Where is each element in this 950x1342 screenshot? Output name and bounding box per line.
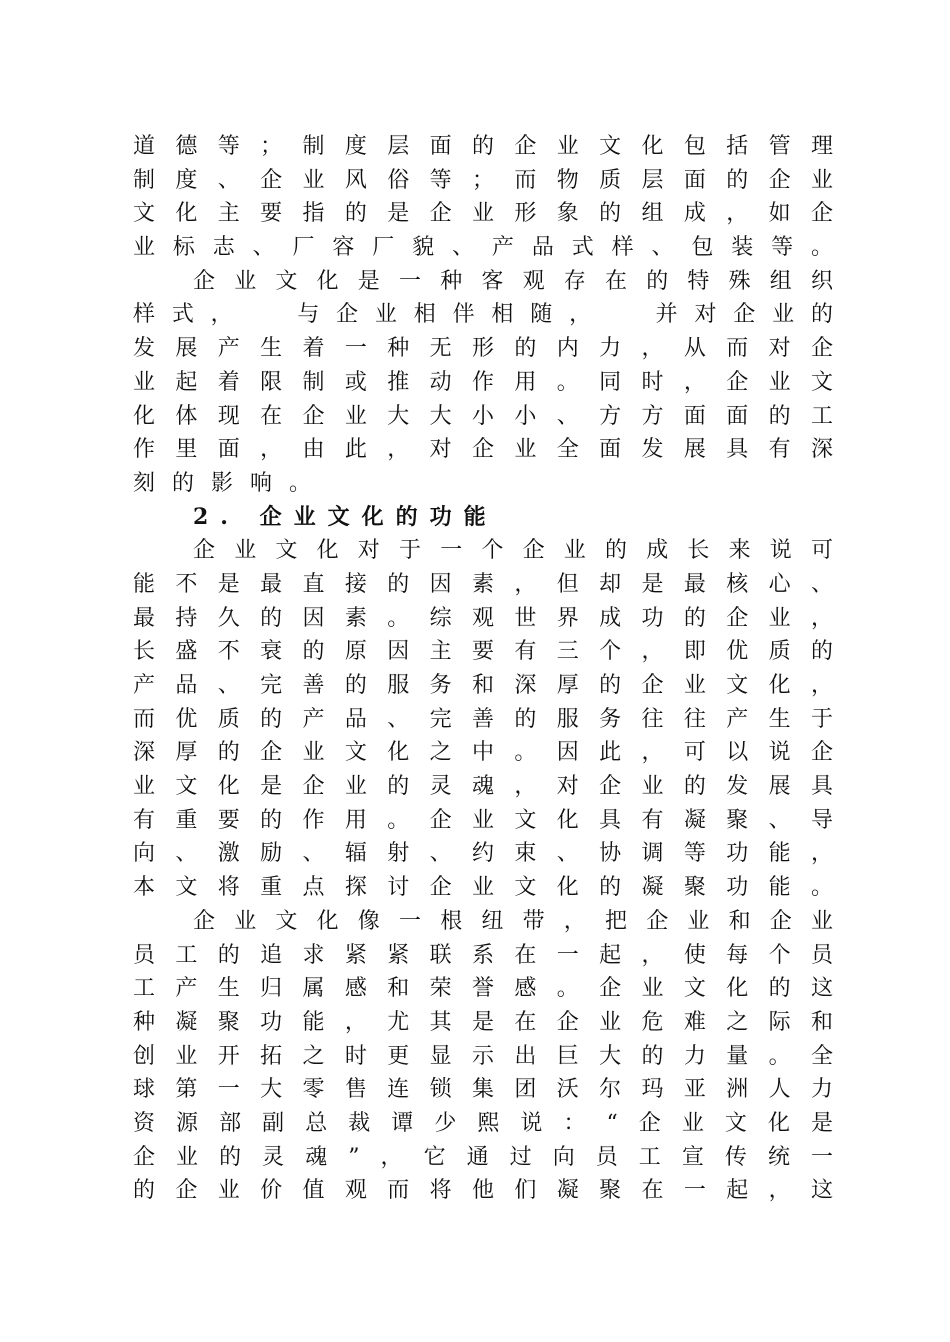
- paragraph-3-line-7: 深厚的企业文化之中。因此，可以说企: [133, 740, 833, 766]
- paragraph-3-line-8: 业文化是企业的灵魂，对企业的发展具: [133, 774, 833, 800]
- paragraph-2-line-5: 化体现在企业大大小小、方方面面的工: [133, 403, 833, 429]
- paragraph-4-line-5: 创业开拓之时更显示出巨大的力量。全: [133, 1043, 833, 1069]
- paragraph-4-line-4: 种凝聚功能，尤其是在企业危难之际和: [133, 1009, 833, 1035]
- paragraph-4-line-3: 工产生归属感和荣誉感。企业文化的这: [133, 976, 833, 1002]
- paragraph-1-line-4: 业标志、厂容厂貌、产品式样、包装等。: [133, 235, 833, 261]
- paragraph-3-line-2: 能不是最直接的因素，但却是最核心、: [133, 571, 833, 597]
- paragraph-1-line-1: 道德等；制度层面的企业文化包括管理: [133, 134, 833, 159]
- paragraph-3-line-1: 企业文化对于一个企业的成长来说可: [193, 538, 833, 564]
- paragraph-2-line-6: 作里面，由此，对企业全面发展具有深: [133, 437, 833, 463]
- paragraph-3-line-6: 而优质的产品、完善的服务往往产生于: [133, 706, 833, 732]
- paragraph-1-line-2: 制度、企业风俗等；而物质层面的企业: [133, 167, 833, 193]
- paragraph-3-line-11: 本文将重点探讨企业文化的凝聚功能。: [133, 875, 833, 901]
- paragraph-1-line-3: 文化主要指的是企业形象的组成，如企: [133, 201, 833, 227]
- paragraph-4-line-6: 球第一大零售连锁集团沃尔玛亚洲人力: [133, 1077, 833, 1103]
- paragraph-2-line-4: 业起着限制或推动作用。同时，企业文: [133, 369, 833, 395]
- paragraph-4-line-7: 资源部副总裁谭少熙说：“企业文化是: [133, 1110, 833, 1136]
- paragraph-2-line-1: 企业文化是一种客观存在的特殊组织: [193, 268, 833, 294]
- paragraph-2-line-2: 样式， 与企业相伴相随， 并对企业的: [133, 302, 833, 328]
- paragraph-3-line-4: 长盛不衰的原因主要有三个，即优质的: [133, 639, 833, 665]
- paragraph-4-line-9: 的企业价值观而将他们凝聚在一起，这: [133, 1178, 833, 1204]
- section-heading: 2. 企业文化的功能: [193, 503, 498, 530]
- paragraph-3-line-9: 有重要的作用。企业文化具有凝聚、导: [133, 807, 833, 833]
- paragraph-4-line-2: 员工的追求紧紧联系在一起，使每个员: [133, 942, 833, 968]
- paragraph-3-line-10: 向、激励、辐射、约束、协调等功能，: [133, 841, 833, 867]
- paragraph-2-line-3: 发展产生着一种无形的内力，从而对企: [133, 336, 833, 362]
- paragraph-3-line-3: 最持久的因素。综观世界成功的企业，: [133, 605, 833, 631]
- paragraph-4-line-8: 企业的灵魂”，它通过向员工宣传统一: [133, 1144, 833, 1170]
- paragraph-2-line-7: 刻的影响。: [133, 470, 329, 496]
- paragraph-3-line-5: 产品、完善的服务和深厚的企业文化，: [133, 673, 833, 698]
- body-text: [133, 130, 833, 1208]
- paragraph-4-line-1: 企业文化像一根纽带，把企业和企业: [193, 908, 833, 934]
